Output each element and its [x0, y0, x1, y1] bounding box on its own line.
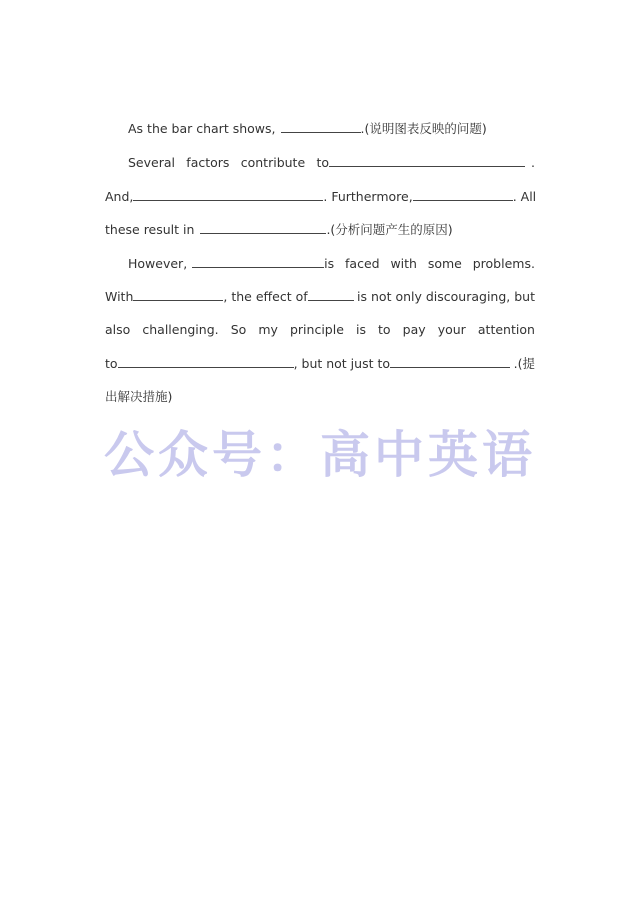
word: So: [230, 322, 247, 337]
paragraph-2-text: And,: [105, 189, 134, 204]
fill-in-blank[interactable]: [329, 152, 525, 167]
fill-in-blank[interactable]: [192, 253, 324, 268]
word: However,: [128, 256, 188, 271]
paragraph-2-text: . All: [512, 189, 537, 204]
word: Several: [128, 155, 175, 170]
fill-in-blank[interactable]: [118, 353, 294, 368]
paragraph-3-line-1: [128, 253, 535, 273]
word: your: [437, 322, 466, 337]
word-group: [105, 353, 510, 374]
paragraph-3-text: , the effect of: [223, 289, 308, 304]
fill-in-blank[interactable]: [281, 118, 361, 133]
paragraph-3-line-2: [105, 286, 535, 306]
paragraph-2-text: these result in: [105, 222, 195, 237]
word: with: [390, 256, 417, 271]
paragraph-2-line-1: [128, 152, 535, 172]
word: also: [105, 322, 131, 337]
paragraph-3-line-3: [105, 320, 535, 340]
word: is: [324, 256, 335, 271]
watermark: 公众号：高中英语: [104, 426, 536, 484]
paragraph-3-text: , but not just to: [293, 356, 391, 371]
fill-in-blank[interactable]: [200, 219, 326, 234]
paragraph-2-hint: .(分析问题产生的原因): [326, 222, 453, 237]
paragraph-1-line-1: [128, 118, 535, 138]
word: pay: [402, 322, 426, 337]
paragraph-2-line-3: [105, 219, 535, 239]
fill-in-blank[interactable]: [413, 186, 513, 201]
paragraph-1-hint: .(说明图表反映的问题): [360, 121, 487, 136]
word: attention: [477, 322, 535, 337]
word-group: [316, 152, 535, 173]
word: to: [378, 322, 391, 337]
word: contribute: [240, 155, 306, 170]
paragraph-3-line-4: [105, 353, 535, 373]
paragraph-1-text: As the bar chart shows,: [128, 121, 276, 136]
paragraph-3-text: is not only discouraging, but: [357, 289, 535, 304]
fill-in-blank[interactable]: [390, 353, 510, 368]
fill-in-blank[interactable]: [133, 286, 223, 301]
paragraph-3-hint: 出解决措施): [105, 389, 173, 404]
word-group: [105, 186, 513, 207]
word-group: [128, 253, 334, 274]
word: .: [531, 155, 535, 170]
word: problems.: [472, 256, 535, 271]
paragraph-3-hint: .(提: [513, 356, 535, 371]
word: factors: [186, 155, 230, 170]
fill-in-blank[interactable]: [308, 286, 354, 301]
paragraph-2-text: . Furthermore,: [323, 189, 413, 204]
word: some: [427, 256, 462, 271]
paragraph-3-line-5: [105, 387, 535, 407]
paragraph-3-text: With: [105, 289, 134, 304]
word: faced: [345, 256, 380, 271]
word: is: [355, 322, 366, 337]
paragraph-2-line-2: [105, 186, 535, 206]
word: my: [258, 322, 278, 337]
word: challenging.: [142, 322, 219, 337]
word: principle: [289, 322, 344, 337]
paragraph-3-text: to: [105, 356, 118, 371]
word: to: [316, 155, 329, 170]
fill-in-blank[interactable]: [133, 186, 323, 201]
word-group: [105, 286, 354, 307]
